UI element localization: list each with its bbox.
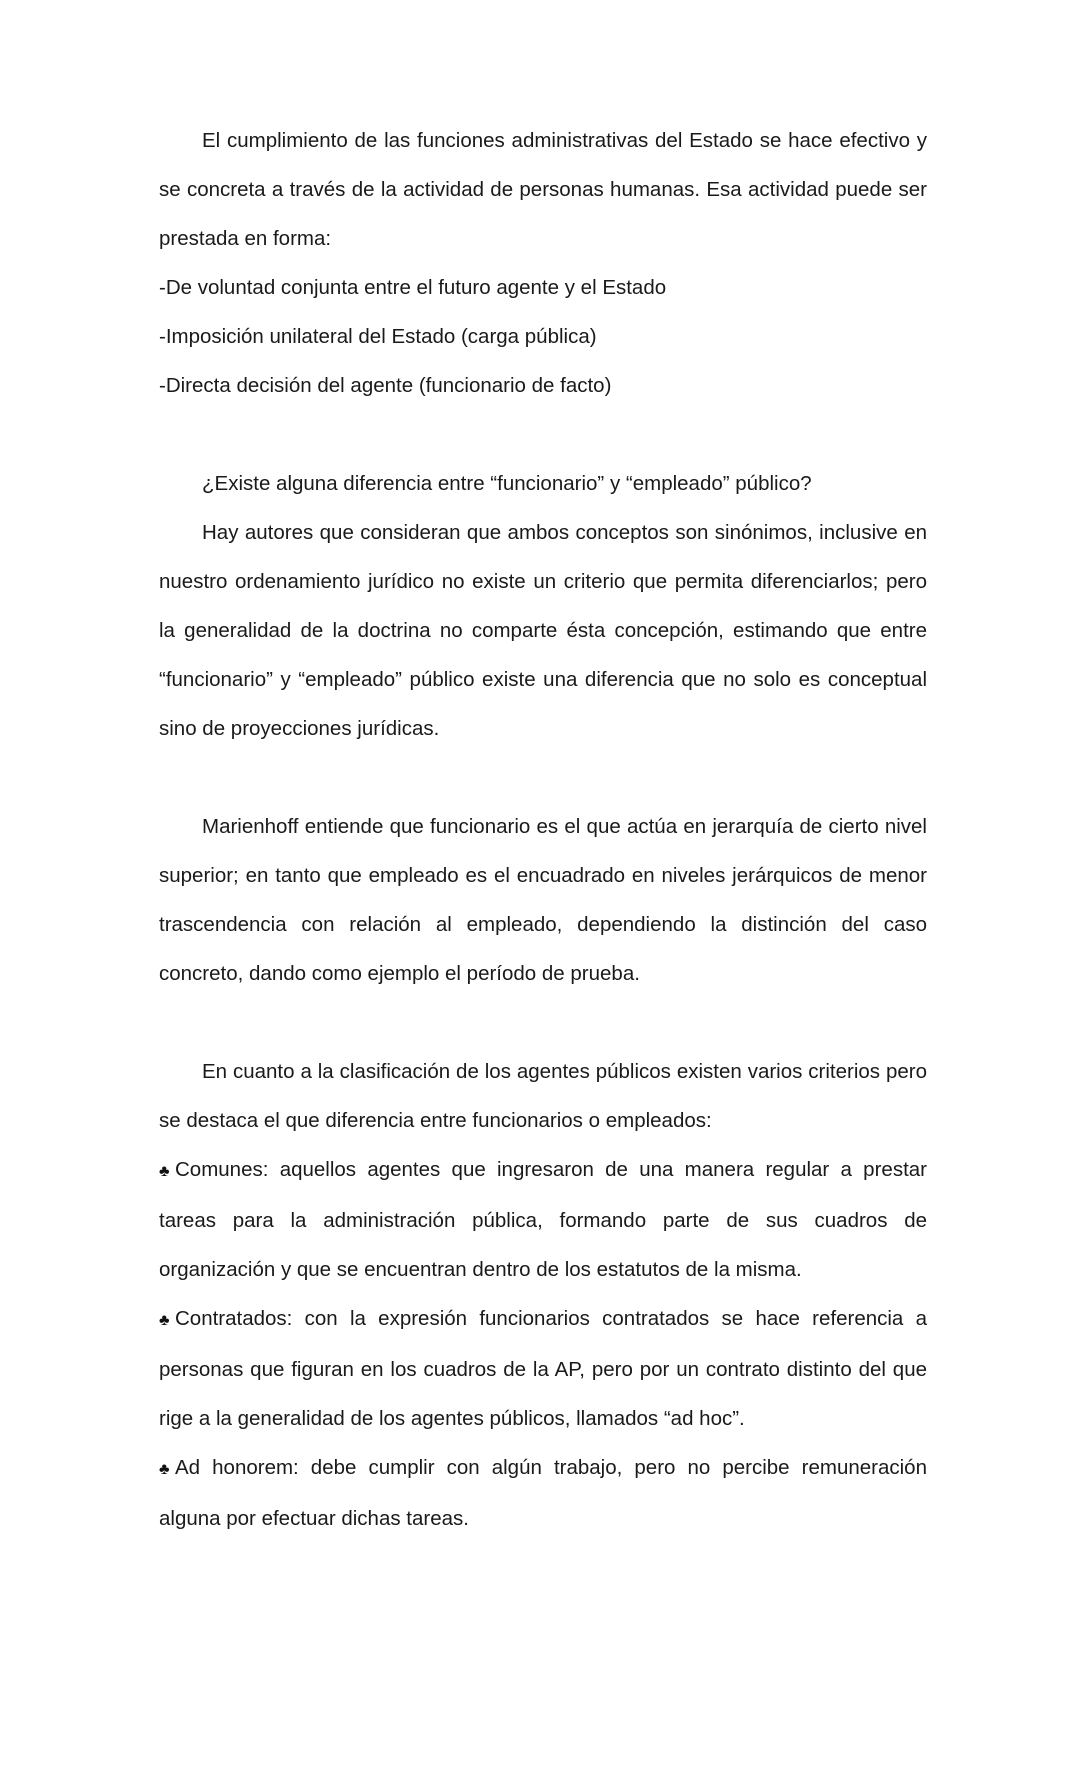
classification-bullet	[159, 1294, 927, 1443]
intro-item: -Directa decisión del agente (funcionario de facto)	[159, 374, 612, 397]
document-body	[159, 116, 927, 1543]
classification-bullet	[159, 1443, 927, 1543]
intro-item: -Imposición unilateral del Estado (carga pública)	[159, 325, 597, 348]
marienhoff-paragraph: Marienhoff entiende que funcionario es el que actúa en jerarquía de cierto nivel superior; en tanto que empleado es el encuadrado en niveles jerárquicos de menor trascendencia con relación al empleado, dependiendo la distinción del caso concreto, dando como ejemplo el período de prueba.	[159, 815, 927, 985]
bullet-text: Contratados: con la expresión funcionarios contratados se hace referencia a personas que figuran en los cuadros de la AP, pero por un contrato distinto del que rige a la generalidad de los agentes públicos, llamados “ad hoc”.	[159, 1307, 927, 1430]
bullet-text: Ad honorem: debe cumplir con algún trabajo, pero no percibe remuneración alguna por efectuar dichas tareas.	[159, 1456, 927, 1530]
intro-paragraph: El cumplimiento de las funciones administrativas del Estado se hace efectivo y se concreta a través de la actividad de personas humanas. Esa actividad puede ser prestada en forma:	[159, 129, 927, 250]
spacer	[159, 753, 927, 802]
bullet-text: Comunes: aquellos agentes que ingresaron de una manera regular a prestar tareas para la administración pública, formando parte de sus cuadros de organización y que se encuentran dentro de los estatutos de la misma.	[159, 1158, 927, 1281]
classification-paragraph: En cuanto a la clasificación de los agentes públicos existen varios criterios pero se destaca el que diferencia entre funcionarios o empleados:	[159, 1060, 927, 1132]
club-bullet-icon: ♣	[159, 1312, 170, 1329]
classification-bullet	[159, 1145, 927, 1294]
intro-item: -De voluntad conjunta entre el futuro agente y el Estado	[159, 276, 667, 299]
spacer	[159, 998, 927, 1047]
spacer	[159, 410, 927, 459]
authors-paragraph: Hay autores que consideran que ambos conceptos son sinónimos, inclusive en nuestro ordenamiento jurídico no existe un criterio que permita diferenciarlos; pero la generalidad de la doctrina no comparte ésta concepción, estimando que entre “funcionario” y “empleado” público existe una diferencia que no solo es conceptual sino de proyecciones jurídicas.	[159, 521, 927, 740]
club-bullet-icon: ♣	[159, 1461, 170, 1478]
club-bullet-icon: ♣	[159, 1163, 170, 1180]
question-heading: ¿Existe alguna diferencia entre “funcionario” y “empleado” público?	[202, 472, 812, 495]
